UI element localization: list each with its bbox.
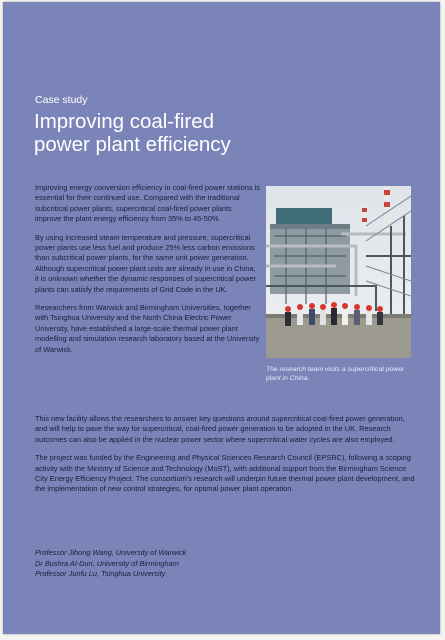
- body-paragraph-5: The project was funded by the Engineering and Physical Sciences Research Council (EPSRC), following a scoping activity with the Ministry of Science and Technology (MoST), with additional support from the Birmingham Science City Energy Efficiency Project. The consortium's research will underpin future thermal power plant development, and the implementation of new control strategies, for optimal power plant operation.: [35, 453, 415, 494]
- power-plant-illustration: [266, 186, 411, 358]
- body-paragraph-3: Researchers from Warwick and Birmingham Universities, together with Tsinghua University and the North China Electric Power University, have established a large-scale thermal power plant modelling and simulation research laboratory based at the University of Warwick.: [35, 303, 260, 354]
- title-line-2: power plant efficiency: [34, 133, 231, 156]
- credit-line-1: Professor Jihong Wang, University of Warwick: [35, 548, 187, 557]
- body-paragraph-1: Improving energy conversion efficiency in coal-fired power stations is essential for their continued use. Compared with the traditional subcritical power plants, supercritical coal-fired power plants improve the plant energy efficiency from 35% to 45-50%.: [35, 183, 260, 224]
- body-paragraph-4: This new facility allows the researchers to answer key questions around supercritical coal-fired power generation, and will help to pave the way for supercritical, coal-fired power generation to be adopted in the UK. Research outcomes can also be applied in the nuclear power sector where supercritical water cycles are also employed.: [35, 414, 405, 444]
- author-credits: [35, 548, 186, 580]
- photo-caption: The research team visits a supercritical power plant in China.: [266, 366, 405, 382]
- body-paragraph-2: By using increased steam temperature and pressure, supercritical power plants use less fuel and produce 25% less carbon emissions than subcritical power plants, for the same unit power generation. Although supercritical power plant units are already in use in China, it is unknown whether the dynamic responses of supercritical power plants can satisfy the requirements of Grid Code in the UK.: [35, 232, 257, 294]
- document-page: [3, 2, 440, 634]
- left-column-text: [35, 183, 260, 363]
- title-line-1: Improving coal-fired: [34, 110, 215, 133]
- page-title: [34, 110, 364, 156]
- power-plant-photo: [266, 186, 411, 358]
- credit-line-2: Dr Bushra Al-Duri, University of Birmingham: [35, 558, 179, 568]
- section-kicker: Case study: [35, 94, 88, 106]
- full-width-text: [35, 414, 415, 503]
- credit-line-3: Professor Junfu Lu, Tsinghua University: [35, 569, 166, 579]
